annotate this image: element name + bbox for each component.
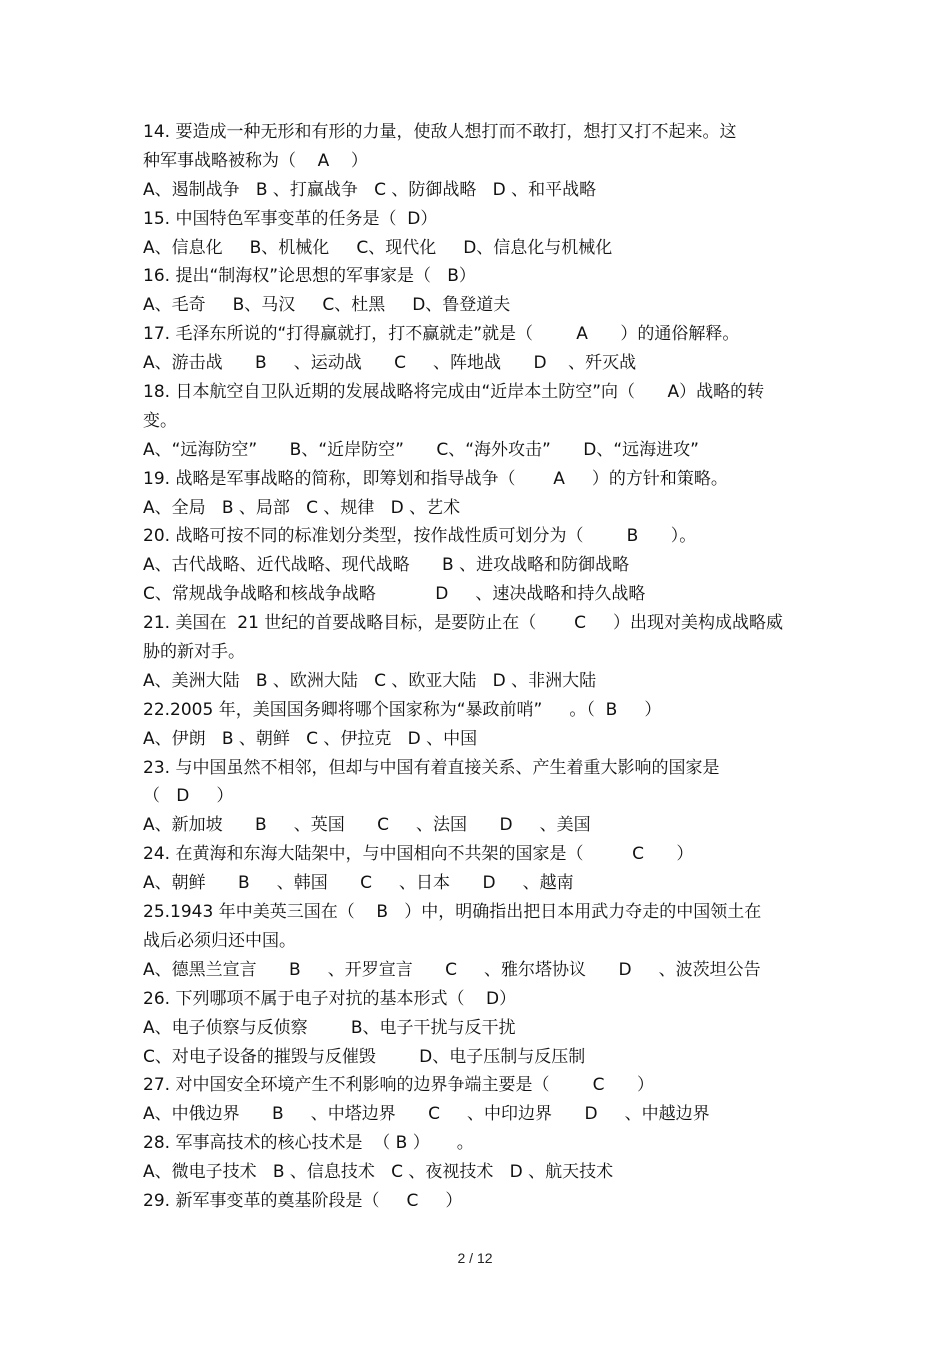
text-line: 23. 与中国虽然不相邻，但却与中国有着直接关系、产生着重大影响的国家是 (143, 757, 720, 778)
text-line: 14. 要造成一种无形和有形的力量，使敌人想打而不敢打，想打又打不起来。这 (143, 122, 737, 142)
text-line: 胁的新对手。 (143, 642, 245, 663)
text-line: 19. 战略是军事战略的简称，即筹划和指导战争（ A ）的方针和策略。 (143, 468, 728, 489)
text-line: A、信息化 B、机械化 C、现代化 D、信息化与机械化 (143, 237, 613, 258)
text-line: A、电子侦察与反侦察 B、电子干扰与反干扰 (143, 1017, 516, 1038)
page-number: 2 / 12 (457, 1250, 493, 1266)
text-line: A、伊朗 B 、朝鲜 C 、伊拉克 D 、中国 (143, 728, 478, 749)
text-line: 24. 在黄海和东海大陆架中，与中国相向不共架的国家是（ C ） (143, 844, 694, 865)
text-line: 28. 军事高技术的核心技术是 （ B ） 。 (143, 1133, 474, 1154)
text-line: A、朝鲜 B 、韩国 C 、日本 D 、越南 (143, 873, 574, 894)
text-line: 22.2005 年，美国国务卿将哪个国家称为“暴政前哨” 。（ B ） (143, 699, 662, 720)
question-list (143, 118, 823, 1216)
text-line: A、古代战略、近代战略、现代战略 B 、进攻战略和防御战略 (143, 555, 630, 576)
text-line: （ D ） (143, 786, 234, 807)
text-line: 战后必须归还中国。 (143, 930, 296, 951)
text-line: A、德黑兰宣言 B 、开罗宣言 C 、雅尔塔协议 D 、波茨坦公告 (143, 959, 761, 980)
text-line: 29. 新军事变革的奠基阶段是（ C ） (143, 1190, 463, 1211)
text-line: A、“远海防空” B、“近岸防空” C、“海外攻击” D、“远海进攻” (143, 439, 699, 460)
text-line: A、毛奇 B、马汉 C、杜黑 D、鲁登道夫 (143, 295, 511, 316)
text-line: C、对电子设备的摧毁与反催毁 D、电子压制与反压制 (143, 1046, 586, 1067)
text-line: 18. 日本航空自卫队近期的发展战略将完成由“近岸本土防空”向（ A）战略的转 (143, 382, 765, 403)
text-line: A、新加坡 B 、英国 C 、法国 D 、美国 (143, 815, 591, 836)
text-line: A、中俄边界 B 、中塔边界 C 、中印边界 D 、中越边界 (143, 1104, 710, 1125)
text-line: 26. 下列哪项不属于电子对抗的基本形式（ D） (143, 988, 517, 1009)
text-line: C、常规战争战略和核战争战略 D 、速决战略和持久战略 (143, 584, 646, 605)
text-line: 变。 (143, 410, 177, 431)
text-line: 17. 毛泽东所说的“打得赢就打，打不赢就走”就是（ A ）的通俗解释。 (143, 324, 740, 345)
text-line: 27. 对中国安全环境产生不利影响的边界争端主要是（ C ） (143, 1075, 654, 1096)
text-line: A、全局 B 、局部 C 、规律 D 、艺术 (143, 497, 461, 518)
text-line: A、美洲大陆 B 、欧洲大陆 C 、欧亚大陆 D 、非洲大陆 (143, 670, 597, 691)
text-line: 种军事战略被称为（ A ） (143, 150, 368, 171)
text-line: A、遏制战争 B 、打赢战争 C 、防御战略 D 、和平战略 (143, 179, 597, 200)
text-line: 16. 提出“制海权”论思想的军事家是（ B） (143, 266, 476, 287)
text-line: A、微电子技术 B 、信息技术 C 、夜视技术 D 、航天技术 (143, 1162, 614, 1183)
text-line: 15. 中国特色军事变革的任务是（ D） (143, 208, 438, 229)
text-line: 20. 战略可按不同的标准划分类型，按作战性质可划分为（ B ）。 (143, 526, 697, 547)
text-line: A、游击战 B 、运动战 C 、阵地战 D 、歼灭战 (143, 353, 637, 374)
text-line: 21. 美国在 21 世纪的首要战略目标，是要防止在（ C ）出现对美构成战略威 (143, 613, 783, 634)
text-line: 25.1943 年中美英三国在（ B ）中，明确指出把日本用武力夺走的中国领土在 (143, 902, 762, 923)
